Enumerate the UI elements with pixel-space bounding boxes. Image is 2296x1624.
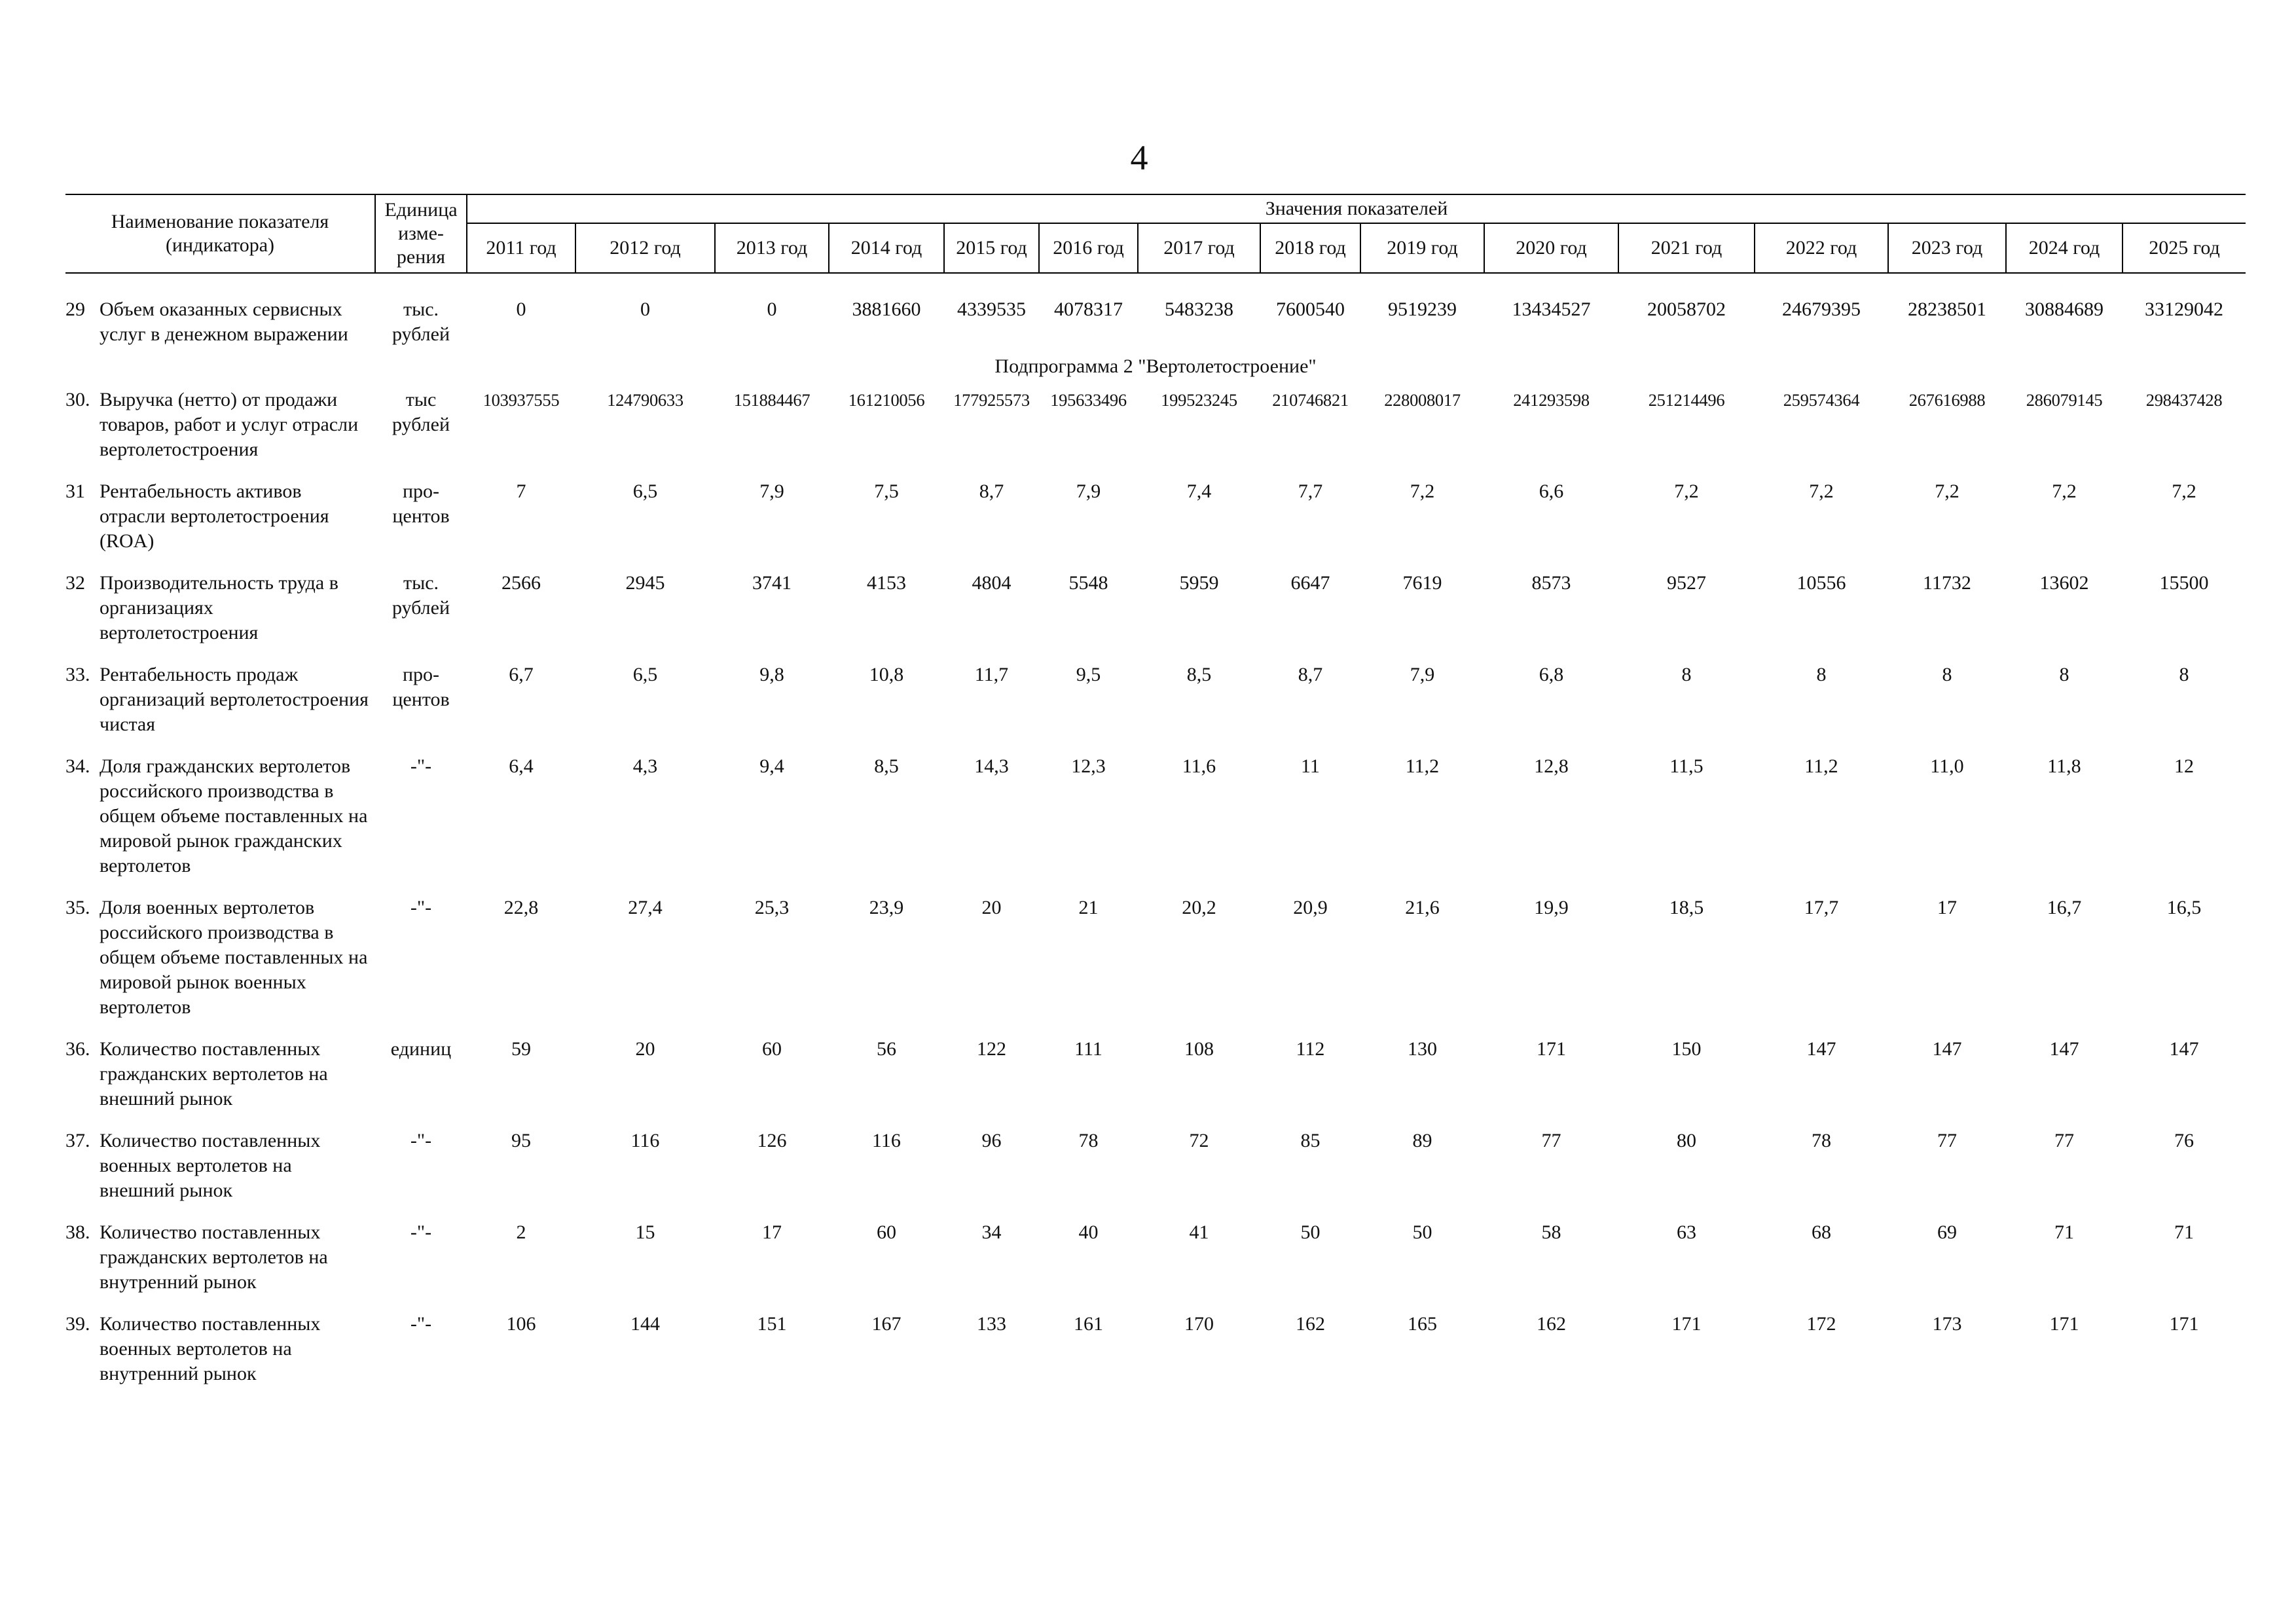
value-cell: 8,7: [1298, 664, 1323, 685]
indicator-name: Доля военных вертолетов российского производства в общем объеме поставленных на мировой рынок военных вертолетов: [100, 897, 368, 1018]
value-cell: 18,5: [1669, 897, 1704, 918]
header-year: 2018 год: [1260, 223, 1360, 273]
value-cell: 286079145: [2026, 390, 2103, 410]
value-cell: 16,7: [2047, 897, 2082, 918]
header-unit: Единица изме-рения: [375, 194, 467, 273]
value-cell: 60: [877, 1221, 896, 1243]
value-cell: 13434527: [1512, 298, 1591, 320]
value-cell: 25,3: [754, 897, 790, 918]
header-year: 2015 год: [944, 223, 1039, 273]
value-cell: 12: [2174, 755, 2195, 777]
indicator-name: Количество поставленных военных вертолетов на внешний рынок: [100, 1130, 321, 1201]
value-cell: 151: [757, 1313, 787, 1335]
value-cell: 0: [516, 298, 526, 320]
value-cell: 12,8: [1534, 755, 1569, 777]
value-cell: 78: [1812, 1130, 1831, 1151]
value-cell: 11: [1301, 755, 1320, 777]
value-cell: 195633496: [1050, 390, 1127, 410]
value-cell: 7: [516, 480, 526, 502]
value-cell: 11,5: [1669, 755, 1704, 777]
value-cell: 21,6: [1405, 897, 1440, 918]
value-cell: 89: [1412, 1130, 1432, 1151]
value-cell: 50: [1300, 1221, 1321, 1243]
header-year: 2013 год: [715, 223, 829, 273]
value-cell: 298437428: [2145, 390, 2223, 410]
value-cell: 228008017: [1384, 390, 1461, 410]
value-cell: 111: [1074, 1038, 1102, 1060]
value-cell: 96: [981, 1130, 1002, 1151]
unit-cell: -"-: [410, 1221, 432, 1243]
value-cell: 15: [635, 1221, 655, 1243]
value-cell: 126: [757, 1130, 787, 1151]
subprogram-title: Подпрограмма 2 "Вертолетостроение": [994, 355, 1317, 377]
indicators-table: [65, 194, 2246, 1386]
table-row: [65, 569, 2246, 645]
page-number: 4: [1130, 138, 1148, 177]
value-cell: 7,2: [2172, 480, 2196, 502]
value-cell: 6,5: [632, 664, 658, 685]
value-cell: 108: [1184, 1038, 1214, 1060]
unit-cell: тыс. рублей: [392, 298, 450, 345]
value-cell: 112: [1296, 1038, 1325, 1060]
value-cell: 20,2: [1182, 897, 1216, 918]
value-cell: 76: [2174, 1130, 2195, 1151]
value-cell: 6,5: [632, 480, 658, 502]
indicator-name: Количество поставленных гражданских вертолетов на внешний рынок: [100, 1038, 328, 1110]
indicator-name: Рентабельность активов отрасли вертолетостроения (ROA): [100, 480, 329, 552]
value-cell: 116: [630, 1130, 660, 1151]
value-cell: 11,2: [1804, 755, 1838, 777]
value-cell: 9527: [1667, 572, 1706, 594]
value-cell: 20: [635, 1038, 655, 1060]
value-cell: 6647: [1290, 572, 1330, 594]
value-cell: 8573: [1531, 572, 1571, 594]
value-cell: 6,4: [509, 755, 534, 777]
value-cell: 17: [762, 1221, 782, 1243]
value-cell: 71: [2054, 1221, 2074, 1243]
value-cell: 5959: [1179, 572, 1219, 594]
unit-cell: тыс рублей: [392, 389, 450, 435]
value-cell: 171: [1537, 1038, 1566, 1060]
value-cell: 6,8: [1539, 664, 1564, 685]
row-number: 33.: [65, 664, 90, 685]
value-cell: 33129042: [2145, 298, 2224, 320]
table-row: [65, 1036, 2246, 1111]
table-row: [65, 894, 2246, 1020]
table-row: [65, 1127, 2246, 1203]
row-number: 37.: [65, 1130, 90, 1151]
value-cell: 124790633: [607, 390, 683, 410]
header-year: 2011 год: [467, 223, 575, 273]
unit-cell: тыс. рублей: [392, 572, 450, 619]
value-cell: 20058702: [1647, 298, 1726, 320]
value-cell: 8,7: [979, 480, 1004, 502]
value-cell: 95: [511, 1130, 531, 1151]
value-cell: 133: [977, 1313, 1006, 1335]
value-cell: 72: [1189, 1130, 1209, 1151]
value-cell: 71: [2174, 1221, 2195, 1243]
unit-cell: про-центов: [392, 480, 450, 527]
value-cell: 11,8: [2047, 755, 2081, 777]
value-cell: 7,9: [759, 480, 784, 502]
value-cell: 50: [1412, 1221, 1432, 1243]
value-cell: 8: [2059, 664, 2069, 685]
value-cell: 150: [1671, 1038, 1702, 1060]
value-cell: 170: [1184, 1313, 1214, 1335]
value-cell: 2945: [625, 572, 665, 594]
value-cell: 7,4: [1186, 480, 1212, 502]
value-cell: 7600540: [1276, 298, 1345, 320]
value-cell: 151884467: [733, 390, 811, 410]
header-year: 2012 год: [575, 223, 715, 273]
value-cell: 2: [516, 1221, 526, 1243]
table-row: [65, 386, 2246, 462]
unit-cell: -"-: [410, 755, 432, 777]
value-cell: 251214496: [1648, 390, 1725, 410]
unit-cell: -"-: [410, 1313, 432, 1335]
value-cell: 80: [1677, 1130, 1696, 1151]
value-cell: 9,8: [759, 664, 784, 685]
value-cell: 162: [1296, 1313, 1325, 1335]
value-cell: 267616988: [1908, 390, 1986, 410]
header-year: 2014 год: [829, 223, 944, 273]
unit-cell: единиц: [390, 1038, 452, 1060]
header-year: 2019 год: [1360, 223, 1484, 273]
table-row: [65, 478, 2246, 554]
value-cell: 177925573: [953, 390, 1030, 410]
value-cell: 9,4: [759, 755, 784, 777]
header-year: 2025 год: [2123, 223, 2246, 273]
value-cell: 5548: [1068, 572, 1108, 594]
value-cell: 161210056: [848, 390, 925, 410]
value-cell: 27,4: [628, 897, 663, 918]
value-cell: 85: [1300, 1130, 1321, 1151]
value-cell: 7,5: [874, 480, 899, 502]
value-cell: 4804: [972, 572, 1011, 594]
value-cell: 5483238: [1165, 298, 1233, 320]
row-number: 39.: [65, 1313, 90, 1335]
value-cell: 167: [871, 1313, 902, 1335]
value-cell: 199523245: [1161, 390, 1237, 410]
header-year: 2023 год: [1888, 223, 2006, 273]
value-cell: 144: [630, 1313, 660, 1335]
indicator-name: Рентабельность продаж организаций вертолетостроения чистая: [100, 664, 369, 735]
value-cell: 106: [506, 1313, 536, 1335]
value-cell: 11732: [1923, 572, 1971, 594]
value-cell: 147: [2049, 1038, 2079, 1060]
value-cell: 241293598: [1513, 390, 1590, 410]
value-cell: 103937555: [483, 390, 560, 410]
value-cell: 24679395: [1782, 298, 1861, 320]
indicator-name: Объем оказанных сервисных услуг в денежном выражении: [100, 298, 348, 345]
value-cell: 17,7: [1804, 897, 1839, 918]
unit-cell: про-центов: [392, 664, 450, 710]
table-row: [65, 753, 2246, 878]
row-number: 34.: [65, 755, 90, 777]
value-cell: 22,8: [503, 897, 539, 918]
value-cell: 4078317: [1054, 298, 1123, 320]
value-cell: 147: [1932, 1038, 1962, 1060]
value-cell: 16,5: [2166, 897, 2202, 918]
value-cell: 6,6: [1539, 480, 1564, 502]
value-cell: 56: [877, 1038, 896, 1060]
row-number: 36.: [65, 1038, 90, 1060]
value-cell: 10556: [1796, 572, 1846, 594]
value-cell: 11,7: [974, 664, 1009, 685]
header-year: 2024 год: [2006, 223, 2123, 273]
value-cell: 4153: [867, 572, 906, 594]
value-cell: 7619: [1402, 572, 1442, 594]
value-cell: 15500: [2159, 572, 2209, 594]
header-year: 2020 год: [1484, 223, 1618, 273]
value-cell: 147: [2169, 1038, 2199, 1060]
value-cell: 7,7: [1298, 480, 1323, 502]
table-row: [65, 661, 2246, 737]
value-cell: 68: [1812, 1221, 1831, 1243]
value-cell: 172: [1806, 1313, 1836, 1335]
value-cell: 69: [1937, 1221, 1957, 1243]
value-cell: 77: [1937, 1130, 1957, 1151]
value-cell: 8: [2179, 664, 2189, 685]
value-cell: 63: [1677, 1221, 1696, 1243]
value-cell: 13602: [2039, 572, 2089, 594]
value-cell: 8: [1942, 664, 1952, 685]
value-cell: 58: [1541, 1221, 1561, 1243]
value-cell: 21: [1078, 897, 1099, 918]
row-number: 38.: [65, 1221, 90, 1243]
value-cell: 30884689: [2025, 298, 2104, 320]
value-cell: 19,9: [1534, 897, 1569, 918]
value-cell: 7,9: [1076, 480, 1101, 502]
table-row: [65, 1310, 2246, 1386]
header-year: 2017 год: [1138, 223, 1260, 273]
value-cell: 11,2: [1405, 755, 1440, 777]
value-cell: 3741: [752, 572, 792, 594]
indicator-name: Производительность труда в организациях вертолетостроения: [100, 572, 338, 643]
value-cell: 210746821: [1272, 390, 1349, 410]
value-cell: 11,6: [1182, 755, 1216, 777]
indicator-name: Доля гражданских вертолетов российского производства в общем объеме поставленных на мировой рынок гражданских вертолетов: [100, 755, 368, 876]
value-cell: 0: [640, 298, 650, 320]
header-year: 2022 год: [1755, 223, 1888, 273]
value-cell: 11,0: [1930, 755, 1964, 777]
value-cell: 130: [1408, 1038, 1437, 1060]
value-cell: 259574364: [1783, 390, 1860, 410]
value-cell: 78: [1078, 1130, 1099, 1151]
table-row: [65, 296, 2246, 347]
value-cell: 23,9: [869, 897, 904, 918]
value-cell: 4339535: [957, 298, 1026, 320]
value-cell: 9,5: [1076, 664, 1101, 685]
value-cell: 28238501: [1908, 298, 1986, 320]
value-cell: 77: [1541, 1130, 1561, 1151]
value-cell: 8,5: [874, 755, 899, 777]
row-number: 31: [65, 480, 85, 502]
value-cell: 6,7: [509, 664, 534, 685]
value-cell: 116: [872, 1130, 901, 1151]
table-row: [65, 1219, 2246, 1295]
value-cell: 77: [2054, 1130, 2074, 1151]
value-cell: 8,5: [1186, 664, 1212, 685]
value-cell: 17: [1937, 897, 1957, 918]
value-cell: 9519239: [1388, 298, 1457, 320]
unit-cell: -"-: [410, 1130, 432, 1151]
value-cell: 122: [977, 1038, 1006, 1060]
value-cell: 7,2: [1809, 480, 1834, 502]
value-cell: 8: [1681, 664, 1692, 685]
value-cell: 7,2: [2052, 480, 2077, 502]
value-cell: 7,9: [1410, 664, 1435, 685]
value-cell: 59: [511, 1038, 531, 1060]
value-cell: 165: [1408, 1313, 1437, 1335]
value-cell: 41: [1189, 1221, 1209, 1243]
value-cell: 12,3: [1071, 755, 1106, 777]
value-cell: 7,2: [1674, 480, 1699, 502]
value-cell: 3881660: [852, 298, 921, 320]
unit-cell: -"-: [410, 897, 432, 918]
header-year: 2016 год: [1039, 223, 1138, 273]
value-cell: 171: [1671, 1313, 1702, 1335]
value-cell: 7,2: [1410, 480, 1435, 502]
header-name: Наименование показателя (индикатора): [65, 194, 375, 273]
value-cell: 4,3: [632, 755, 658, 777]
row-number: 30.: [65, 389, 90, 410]
header-values-group: Значения показателей: [467, 194, 2246, 223]
value-cell: 147: [1806, 1038, 1836, 1060]
value-cell: 173: [1932, 1313, 1962, 1335]
value-cell: 34: [981, 1221, 1002, 1243]
value-cell: 20,9: [1293, 897, 1328, 918]
row-number: 32: [65, 572, 85, 594]
indicator-name: Количество поставленных военных вертолетов на внутренний рынок: [100, 1313, 321, 1384]
value-cell: 2566: [501, 572, 541, 594]
value-cell: 0: [767, 298, 777, 320]
value-cell: 60: [762, 1038, 782, 1060]
row-number: 35.: [65, 897, 90, 918]
value-cell: 10,8: [869, 664, 904, 685]
indicator-name: Количество поставленных гражданских вертолетов на внутренний рынок: [100, 1221, 328, 1293]
value-cell: 8: [1816, 664, 1827, 685]
value-cell: 161: [1074, 1313, 1103, 1335]
value-cell: 171: [2049, 1313, 2079, 1335]
value-cell: 14,3: [974, 755, 1009, 777]
indicator-name: Выручка (нетто) от продажи товаров, работ и услуг отрасли вертолетостроения: [100, 389, 359, 460]
row-number: 29: [65, 298, 85, 320]
value-cell: 20: [981, 897, 1002, 918]
value-cell: 171: [2169, 1313, 2199, 1335]
value-cell: 7,2: [1935, 480, 1959, 502]
header-year: 2021 год: [1618, 223, 1755, 273]
value-cell: 40: [1078, 1221, 1099, 1243]
value-cell: 162: [1537, 1313, 1566, 1335]
